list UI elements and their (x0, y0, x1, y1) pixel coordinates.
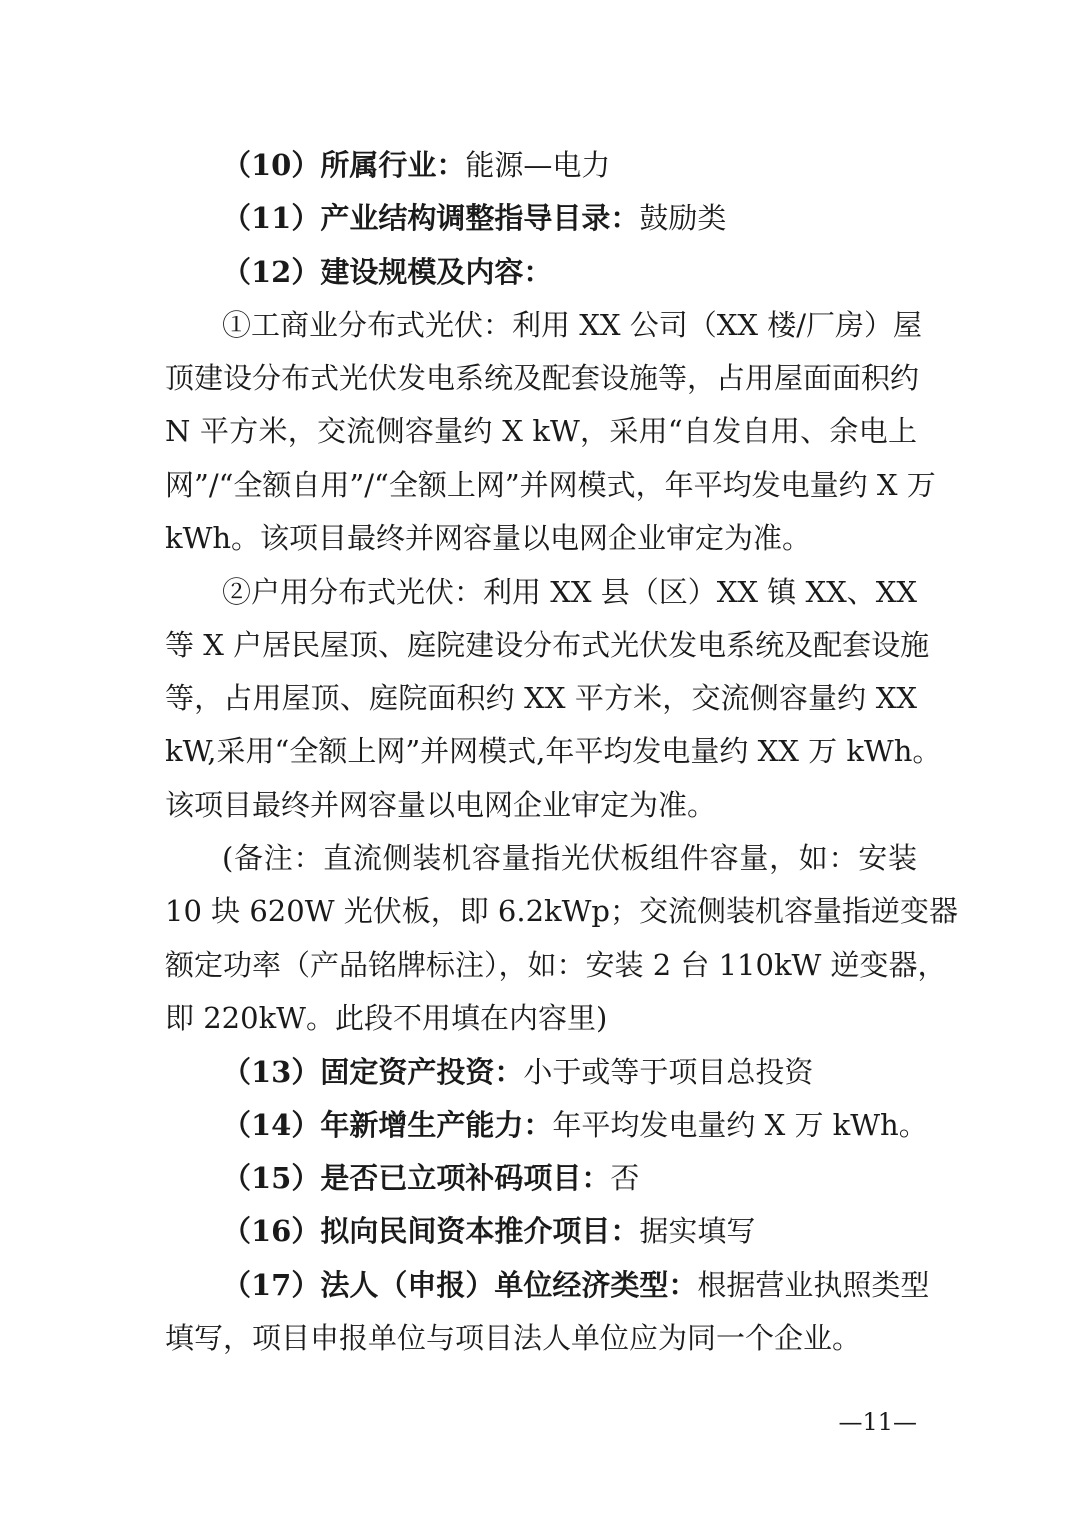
para1-line: 网”/“全额自用”/“全额上网”并网模式，年平均发电量约 X 万 (165, 468, 936, 502)
item-15 (222, 1158, 917, 1198)
item-16 (222, 1211, 917, 1251)
item-17-value: 根据营业执照类型 (697, 1268, 930, 1302)
para2-line: kW,采用“全额上网”并网模式,年平均发电量约 XX 万 kWh。 (165, 734, 942, 768)
note-line: 额定功率（产品铭牌标注），如：安装 2 台 110kW 逆变器， (165, 948, 947, 982)
para1-line: N 平方米，交流侧容量约 X kW，采用“自发自用、余电上 (165, 414, 917, 448)
para2-line: 等，占用屋顶、庭院面积约 XX 平方米，交流侧容量约 XX (165, 681, 917, 715)
para2-line: 该项目最终并网容量以电网企业审定为准。 (165, 788, 717, 822)
item-12-label: （12）建设规模及内容： (222, 255, 553, 289)
item-13-label: （13）固定资产投资： (222, 1055, 524, 1089)
item-11 (222, 198, 917, 238)
item-14-value: 年平均发电量约 X 万 kWh。 (552, 1108, 928, 1142)
para2-line: 等 X 户居民屋顶、庭院建设分布式光伏发电系统及配套设施 (165, 628, 930, 662)
item-14 (222, 1105, 928, 1145)
item-17-continuation: 填写，项目申报单位与项目法人单位应为同一个企业。 (165, 1321, 862, 1355)
item-13 (222, 1052, 917, 1092)
item-12 (222, 252, 917, 292)
item-17 (222, 1265, 930, 1305)
item-11-value: 鼓励类 (639, 201, 727, 235)
para1-line: kWh。该项目最终并网容量以电网企业审定为准。 (165, 521, 812, 555)
item-10-label: （10）所属行业： (222, 148, 466, 182)
page-number: —11— (838, 1408, 917, 1436)
note-line: (备注：直流侧装机容量指光伏板组件容量，如：安装 (222, 841, 917, 875)
note-line: 10 块 620W 光伏板，即 6.2kWp；交流侧装机容量指逆变器 (165, 894, 958, 928)
para1-line: 顶建设分布式光伏发电系统及配套设施等，占用屋面面积约 (165, 361, 920, 395)
item-13-value: 小于或等于项目总投资 (523, 1055, 814, 1089)
item-15-label: （15）是否已立项补码项目： (222, 1161, 611, 1195)
item-16-value: 据实填写 (639, 1214, 756, 1248)
para2-line: ②户用分布式光伏：利用 XX 县（区）XX 镇 XX、XX (222, 575, 918, 609)
item-14-label: （14）年新增生产能力： (222, 1108, 553, 1142)
item-11-label: （11）产业结构调整指导目录： (222, 201, 640, 235)
item-10-value: 能源—电力 (465, 148, 611, 182)
item-17-label: （17）法人（申报）单位经济类型： (222, 1268, 698, 1302)
item-10 (222, 145, 917, 185)
para1-line: ①工商业分布式光伏：利用 XX 公司（XX 楼/厂房）屋 (222, 308, 923, 342)
item-16-label: （16）拟向民间资本推介项目： (222, 1214, 640, 1248)
item-15-value: 否 (610, 1161, 640, 1195)
note-line: 即 220kW。此段不用填在内容里) (165, 1001, 608, 1035)
